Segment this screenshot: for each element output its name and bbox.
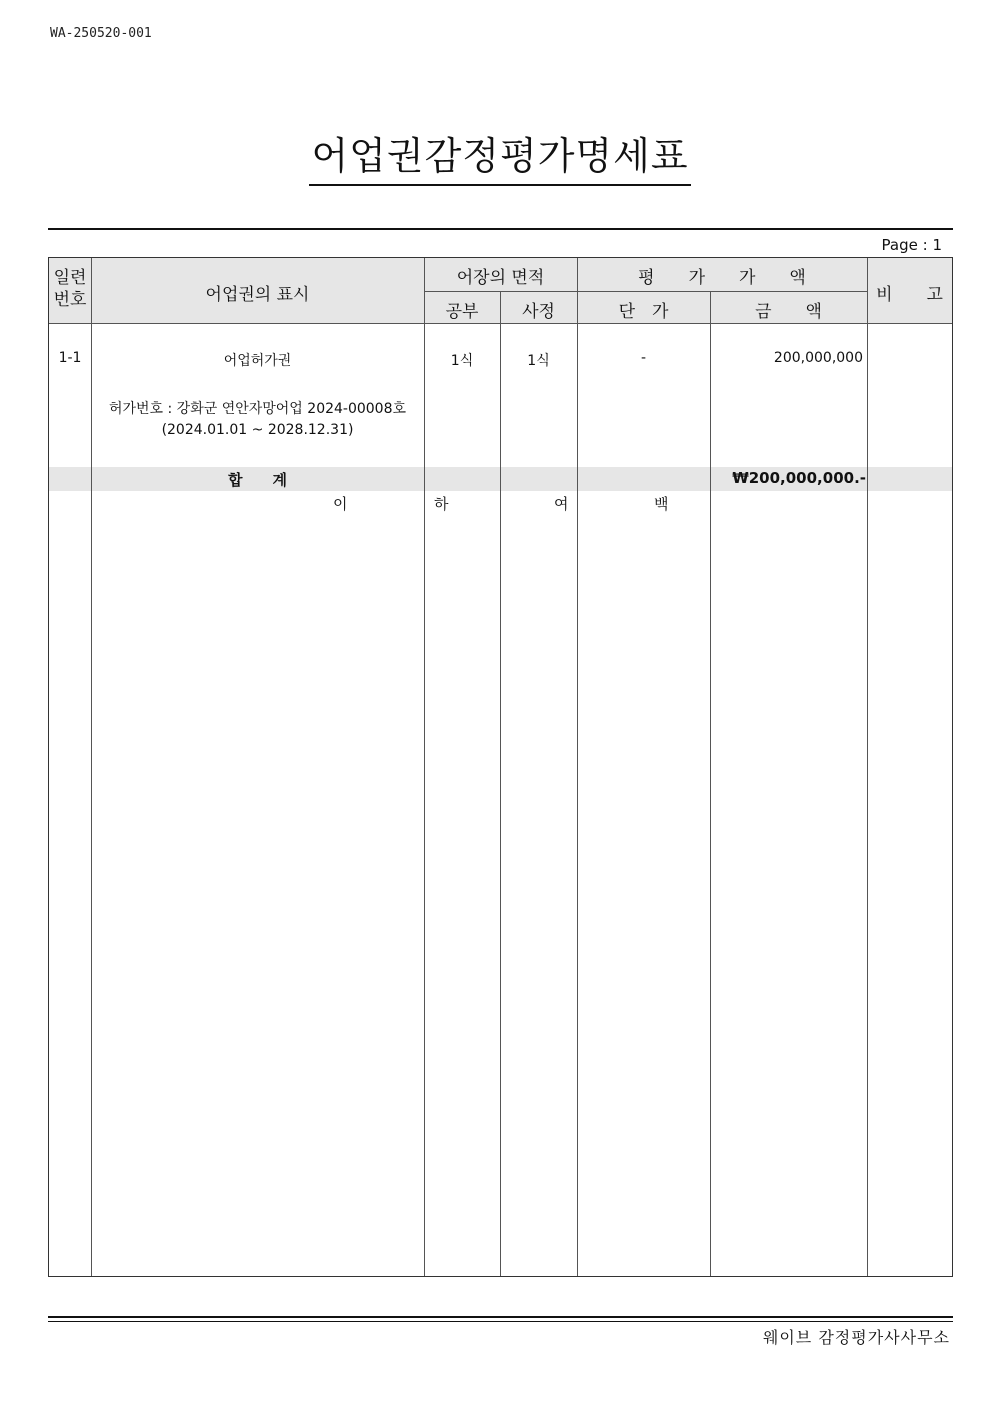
end-mark: 이 <box>333 495 348 513</box>
office-name: 웨이브 감정평가사사무소 <box>762 1328 950 1347</box>
row-amount: 200,000,000 <box>773 350 863 366</box>
row-period: (2024.01.01 ~ 2028.12.31) <box>161 422 354 438</box>
serial-header-line1: 일련 <box>53 268 87 288</box>
column-divider <box>577 258 578 1276</box>
column-divider <box>710 291 711 1276</box>
row-unit-price: - <box>640 350 647 366</box>
footer-rule <box>48 1316 953 1318</box>
area-actual-header: 사정 <box>522 302 555 322</box>
header-subdivider <box>424 291 867 292</box>
title-text: 어업권감정평가명세표 <box>309 132 690 186</box>
footer-rule-thin <box>48 1321 953 1322</box>
remarks-header: 비 고 <box>876 285 943 305</box>
header-bottom-rule <box>49 323 952 324</box>
row-area-official: 1식 <box>450 353 474 369</box>
serial-header-line2: 번호 <box>53 290 87 310</box>
serial-header <box>49 267 91 311</box>
row-area-actual: 1식 <box>527 353 550 369</box>
valuation-header: 평 가 가 액 <box>638 268 806 288</box>
top-rule <box>48 228 953 230</box>
document-title <box>0 132 1000 186</box>
column-divider <box>500 291 501 1276</box>
total-amount: ₩200,000,000.- <box>732 469 866 487</box>
area-official-header: 공부 <box>445 302 479 322</box>
total-label: 합 계 <box>228 471 287 489</box>
amount-header: 금 액 <box>755 302 822 322</box>
document-number: WA-250520-001 <box>50 26 152 41</box>
end-mark: 여 <box>554 495 569 513</box>
area-header: 어장의 면적 <box>456 268 545 288</box>
column-divider <box>867 258 868 1276</box>
row-name: 어업허가권 <box>223 353 292 369</box>
description-header: 어업권의 표시 <box>205 285 310 305</box>
end-mark: 하 <box>434 495 449 513</box>
row-permit: 허가번호 : 강화군 연안자망어업 2024-00008호 <box>108 401 407 417</box>
page-number: Page : 1 <box>881 236 942 254</box>
unit-price-header: 단 가 <box>618 302 669 322</box>
valuation-table <box>48 257 953 1277</box>
end-mark: 백 <box>654 495 669 513</box>
column-divider <box>424 258 425 1276</box>
row-serial: 1-1 <box>58 350 82 366</box>
